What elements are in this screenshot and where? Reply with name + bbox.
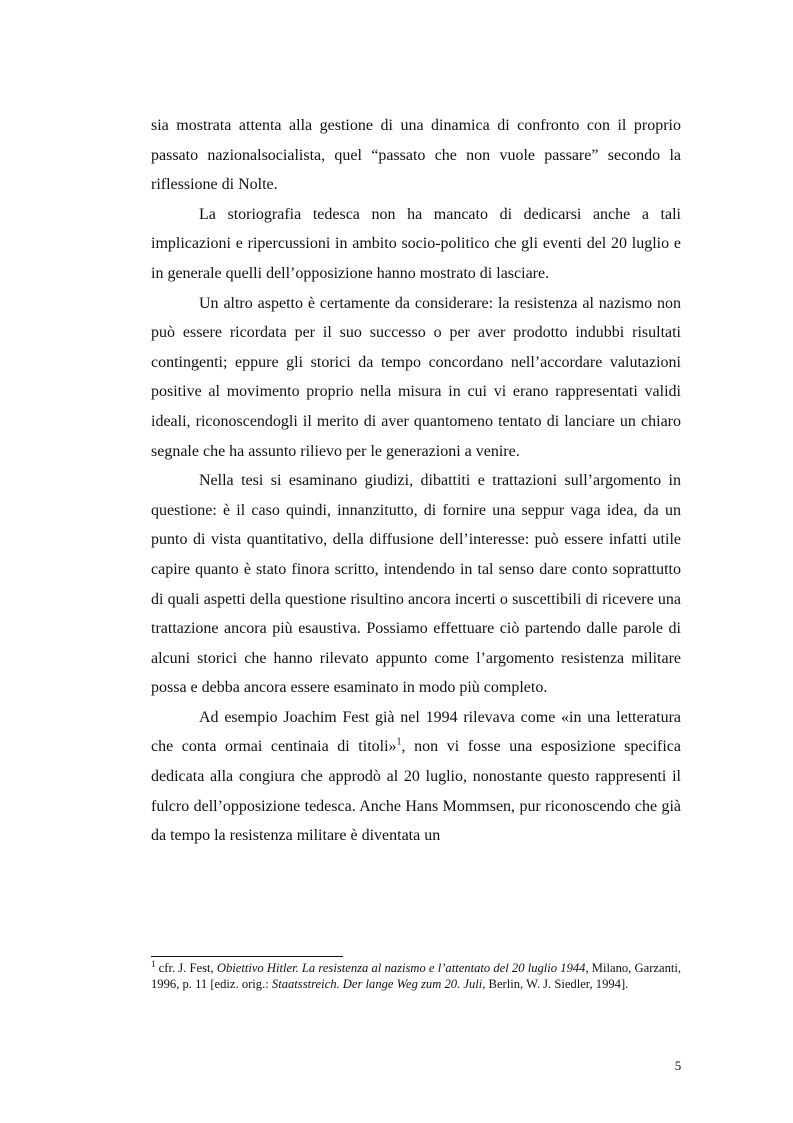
footnote-middle: , Milano, Garzanti, 1996, p. 11 [ediz. orig.:: [151, 961, 682, 991]
body-text: [151, 111, 681, 851]
footnote-book-title: Obiettivo Hitler. La resistenza al nazismo e l’attentato del 20 luglio 1944: [216, 961, 586, 975]
paragraph-altro-aspetto: Un altro aspetto è certamente da considerare: la resistenza al nazismo non può essere ricordata per il suo successo o per aver prodotto indubbi risultati contingenti; eppure gli storici da tempo concordano nell’accordare valutazioni positive al movimento proprio nella misura in cui vi erano rappresentati validi ideali, riconoscendogli il merito di aver quantomeno tentato di lanciare un chiaro segnale che ha assunto rilievo per le generazioni a venire.: [151, 294, 681, 460]
paragraph-fest: [151, 703, 681, 851]
page-number: 5: [674, 1058, 682, 1073]
footnote-reference[interactable]: 1: [396, 737, 402, 749]
footnote-prefix: cfr. J. Fest,: [155, 961, 217, 975]
footnote-mark: 1: [151, 958, 156, 969]
paragraph-continuation: sia mostrata attenta alla gestione di una dinamica di confronto con il proprio passato nazionalsocialista, quel “passato che non vuole passare” secondo la riflessione di Nolte.: [151, 117, 681, 194]
paragraph-nella-tesi: Nella tesi si esaminano giudizi, dibattiti e trattazioni sull’argomento in questione: è il caso quindi, innanzitutto, di fornire una seppur vaga idea, da un punto di vista quantitativo, della diffusione dell’interesse: può essere infatti utile capire quanto è stato finora scritto, intendendo in tal senso dare conto soprattutto di quali aspetti della questione risultino ancora incerti o suscettibili di ricevere una trattazione ancora più esaustiva. Possiamo effettuare ciò partendo dalle parole di alcuni storici che hanno rilevato appunto come l’argomento resistenza militare possa e debba ancora essere esaminato in modo più completo.: [151, 472, 681, 697]
footnote-separator: [151, 956, 343, 957]
paragraph-fest-after-note: , non vi fosse una esposizione specifica dedicata alla congiura che approdò al 20 luglio, nonostante questo rappresenti il fulcro dell’opposizione tedesca. Anche Hans Mommsen, pur riconoscendo che già da tempo la resistenza militare è diventata un: [151, 738, 681, 845]
footnote: [151, 958, 682, 992]
footnote-original-title: Staatsstreich. Der lange Weg zum 20. Juli: [271, 976, 483, 991]
footnote-suffix: , Berlin, W. J. Siedler, 1994].: [482, 976, 629, 991]
paragraph-fest-before-note: Ad esempio Joachim Fest già nel 1994 rilevava come «in una letteratura che conta ormai centinaia di titoli»: [151, 708, 681, 756]
paragraph-storiografia: La storiografia tedesca non ha mancato di dedicarsi anche a tali implicazioni e ripercussioni in ambito socio-politico che gli eventi del 20 luglio e in generale quelli dell’opposizione hanno mostrato di lasciare.: [151, 205, 681, 282]
